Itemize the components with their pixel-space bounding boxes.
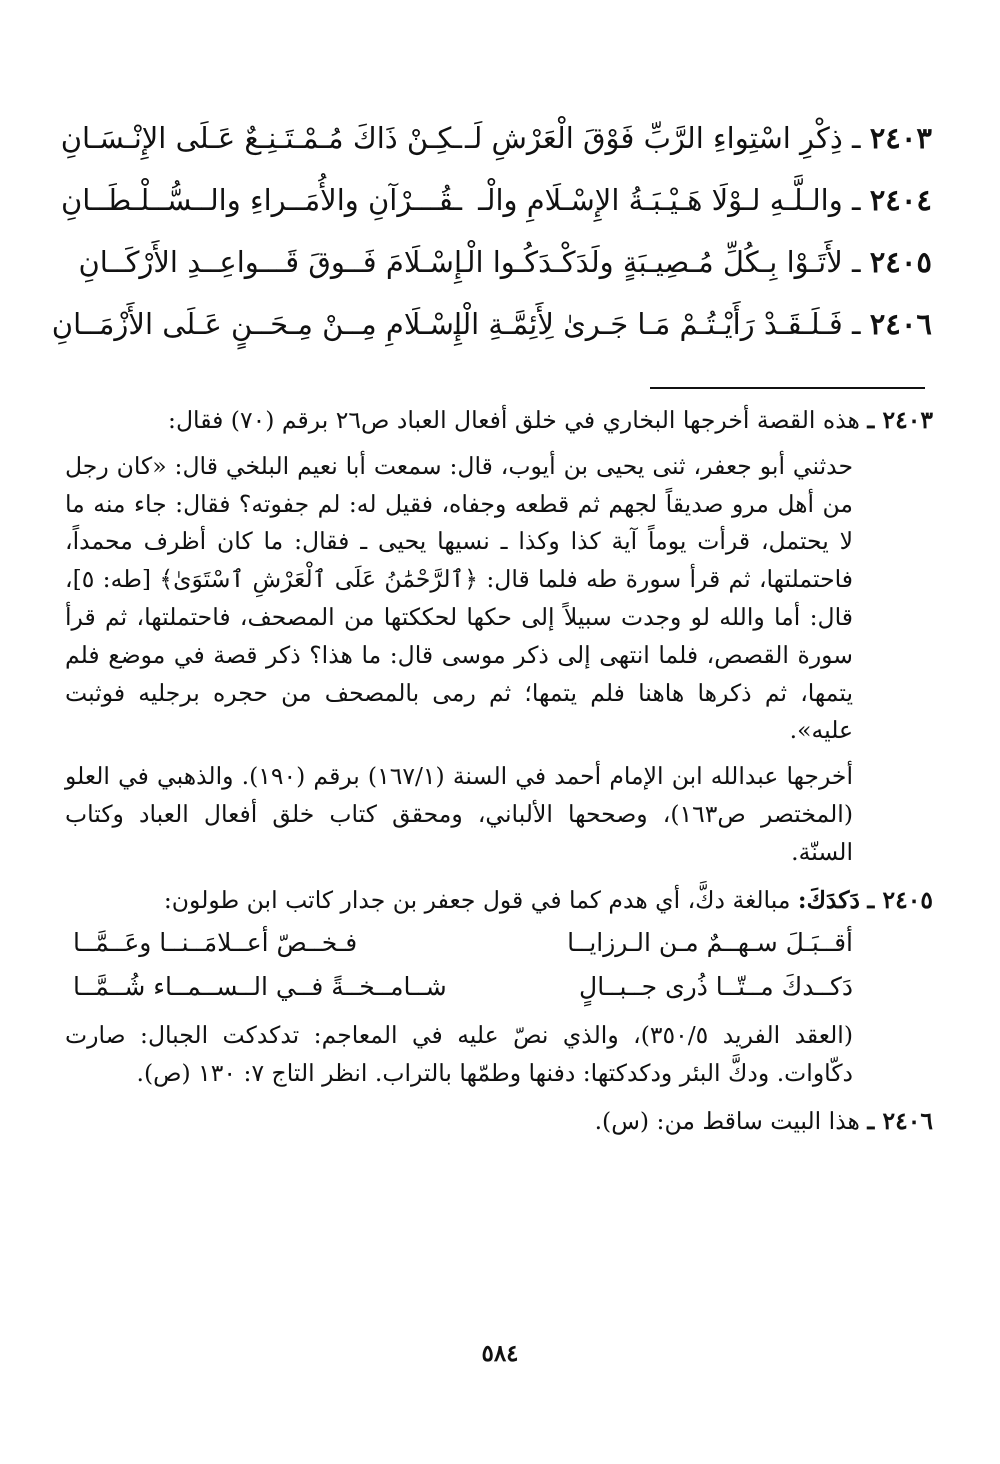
couplet-first-hemistich: أقــبَـلَ سـهــمٌ مـن الـرزايــا	[567, 928, 853, 958]
verse-number: ٢٤٠٥	[869, 245, 932, 279]
hemistich-text: ذِكْرِ اسْتِواءِ الرَّبِّ فَوْقَ الْعَرْشِ لَـ	[464, 121, 843, 155]
hemistich-text: فَـلَـقَـدْ رَأَيْـتُـمْ مَـا جَـرىٰ لِأَئِمَّـةِ الْـ	[453, 307, 843, 341]
verse-second-hemistich: إِسْـلَامَ فَــوقَ قَـــواعِــدِ الأَرْكَــانِ	[78, 245, 462, 279]
footnote-body: حدثني أبو جعفر، ثنى يحيى بن أيوب، قال: سمعت أبا نعيم البلخي قال: «كان رجل من أهل مرو صديقاً لجهم ثم قطعه وجفاه، فقيل له: لم جفوته؟ فقال: جاء منه ما لا يحتمل، قرأت يوماً آية كذا وكذا ـ نسيها يحيى ـ فقال: ما كان أظرف محمداً، فاحتملتها، ثم قرأ سورة طه فلما قال: ﴿ٱلرَّحْمَٰنُ عَلَى ٱلْعَرْشِ ٱسْتَوَىٰ﴾ [طه: ٥]، قال: أما والله لو وجدت سبيلاً إلى حكها لحككتها من المصحف، فاحتملتها، ثم قرأ سورة القصص، فلما انتهى إلى ذكر موسى قال: ما هذا؟ ذكر قصة في موضع فلم يتمها، ثم ذكرها هاهنا فلم يتمها؛ ثم رمى بالمصحف من حجره برجليه فوثبت عليه».	[65, 451, 853, 745]
page-number: ٥٨٤	[481, 1340, 519, 1367]
footnote-2406	[65, 1103, 933, 1141]
couplet-second-hemistich: فـخــصّ أعــلامَــنــا وعَــمَّــا	[73, 928, 358, 958]
footnote-number: ٢٤٠٦ ـ	[867, 1106, 933, 1135]
poem-verses	[51, 118, 932, 366]
verse-line	[62, 118, 932, 180]
hemistich-text: والـلَّـهِ لـوْلَا هَـيْـبَـةُ الإِسْـلَامِ والْـ	[478, 183, 843, 217]
quoted-couplet	[65, 923, 933, 1011]
verse-second-hemistich: ـقُـــرْآنِ والأُمَــراءِ والــسُّــلْـطَــانِ	[60, 183, 462, 217]
verse-number: ٢٤٠٣	[869, 121, 932, 155]
footnote-2405	[65, 882, 933, 1093]
footnote-number: ٢٤٠٥ ـ	[867, 885, 933, 914]
footnote-after-text: (العقد الفريد ٣٥٠/٥)، والذي نصّ عليه في المعاجم: تدكدكت الجبال: صارت دكّاوات. ودكَّ البئر ودكدكتها: دفنها وطمّها بالتراب. انظر التاج ٧: ١٣٠ (ص).	[65, 1021, 853, 1088]
verse-line	[51, 304, 932, 366]
footnote-intro: هذه القصة أخرجها البخاري في خلق أفعال العباد ص٢٦ برقم (٧٠) فقال:	[168, 406, 860, 434]
footnote-source: أخرجها عبدالله ابن الإمام أحمد في السنة (١٦٧/١) برقم (١٩٠). والذهبي في العلو (المختصر ص١٦٣)، وصححها الألباني، ومحقق كتاب خلق أفعال العباد وكتاب السنّة.	[65, 762, 853, 866]
footnote-intro: مبالغة دكَّ، أي هدم كما في قول جعفر بن جدار كاتب ابن طولون:	[163, 885, 791, 914]
verse-first-hemistich: ٢٤٠٥ ـ لأَتَـوْا بِـكُلِّ مُـصِيـبَةٍ ولَدَكْـدَكُـوا الْـ	[458, 245, 932, 279]
footnotes	[65, 402, 933, 1151]
verse-first-hemistich: ٢٤٠٣ ـ ذِكْرِ اسْتِواءِ الرَّبِّ فَوْقَ الْعَرْشِ لَـ	[464, 121, 932, 155]
couplet-second-hemistich: شــامــخــةً فــي الــســمــاء شُــمَّــا	[73, 972, 447, 1002]
verse-first-hemistich: ٢٤٠٤ ـ والـلَّـهِ لـوْلَا هَـيْـبَـةُ الإِسْـلَامِ والْـ	[478, 183, 932, 217]
verse-line	[62, 180, 932, 242]
footnote-number: ٢٤٠٣ ـ	[867, 406, 933, 434]
couplet-line	[65, 967, 853, 1011]
verse-number: ٢٤٠٦	[869, 307, 932, 341]
verse-second-hemistich: إِسْـلَامِ مِــنْ مِـحَــنٍ عَـلَى الأَزْمَــانِ	[51, 307, 462, 341]
footnote-term: دَكدَكَ:	[797, 885, 860, 914]
verse-first-hemistich: ٢٤٠٦ ـ فَـلَـقَـدْ رَأَيْـتُـمْ مَـا جَـرىٰ لِأَئِمَّـةِ الْـ	[453, 307, 932, 341]
footnote-2403	[65, 402, 933, 872]
couplet-line	[65, 923, 853, 967]
verse-number: ٢٤٠٤	[869, 183, 932, 217]
couplet-first-hemistich: دَكــدكَ مــتّــا ذُرى جــبــالٍ	[579, 972, 853, 1002]
verse-line	[62, 242, 932, 304]
hemistich-text: لأَتَـوْا بِـكُلِّ مُـصِيـبَةٍ ولَدَكْـدَكُـوا الْـ	[458, 245, 843, 279]
footnote-text: هذا البيت ساقط من: (س).	[594, 1106, 860, 1135]
footnote-separator	[650, 387, 925, 389]
verse-second-hemistich: ـكِـنْ ذَاكَ مُـمْـتَـنِـعٌ عَـلَى الإِنْـسَـانِ	[60, 121, 462, 155]
